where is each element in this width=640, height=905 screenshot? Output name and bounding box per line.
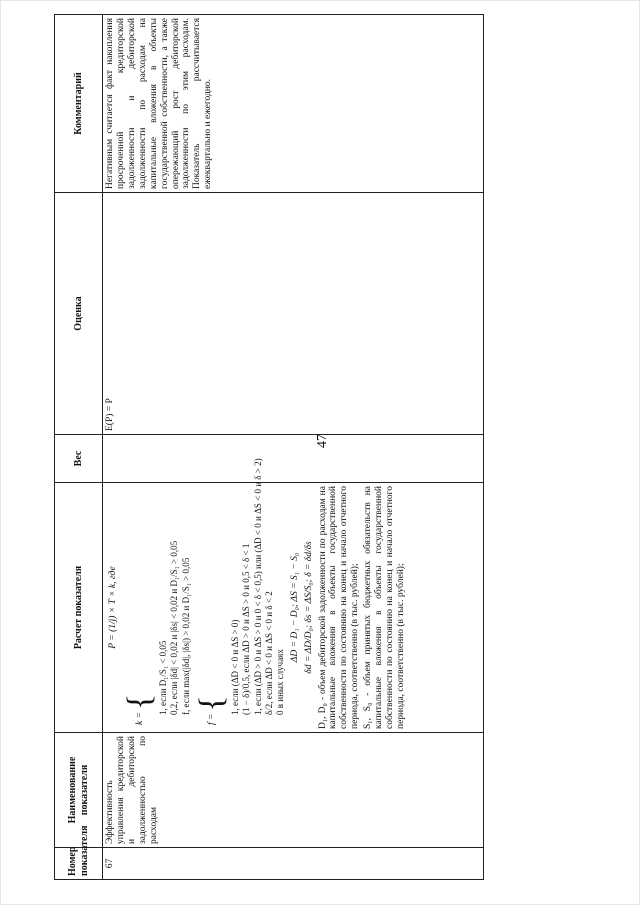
cell-name: Эффективность управления кредиторской и дебиторской задолженностью по расходам [103,733,484,848]
cell-num: 67 [103,848,484,880]
header-name: Наименование показателя [55,733,103,848]
cell-calc [103,458,484,733]
formula-p: P = (1/j) × T × k, где [108,566,118,649]
header-comment: Комментарий [55,15,103,193]
definition-s: S₁, S₀ - объем принятых бюджетных обязательств на капитальные вложения в объекты государственной собственности по состоянию на конец и начало отчетного периода, соответственно (в тыс. рублей); [363,486,406,729]
f-case-2: (1 − δ)/0,5, если ΔD > 0 и ΔS > 0 и 0,5 < δ < 1 [241,543,252,715]
cell-weight [103,435,484,483]
header-weight: Вес [55,435,103,483]
f-case-5: 0 в иных случаях [275,649,286,715]
header-num: Номер показателя [55,848,103,880]
delta-line: ΔD = D₁ − D₀; ΔS = S₁ − S₀ [289,552,300,663]
k-label: k = [135,711,146,725]
brace-icon: { [192,695,230,712]
table-row [103,15,484,880]
k-case-1: 1, если D₁/S₁ < 0,05 [157,640,168,715]
k-case-2: 0,2, если |δd| < 0,02 и |δs| < 0,02 и D₁/S₁ > 0,05 [169,540,180,715]
cell-comment: Негативным считается факт накопления просроченной кредиторской задолженности и дебиторской задолженности по расходам на капитальные вложения в объекты государственной собственности, а также опережающий рост дебиторской задолженности по этим расходам. Показатель рассчитывается ежеквартально и ежегодно. [103,15,484,193]
f-case-3: 1, если (ΔD > 0 и ΔS > 0 и 0 < δ < 0,5) или (ΔD < 0 и ΔS < 0 и δ > 2) [252,458,263,715]
f-case-4: δ/2, если ΔD < 0 и ΔS < 0 и δ < 2 [263,591,274,715]
header-calc: Расчет показателя [55,483,103,733]
ratio-line: δd = ΔD/D₀; δs = ΔS/S₀; δ = δd/δs [303,541,314,674]
page-number: 47 [315,434,330,448]
definition-d: D₁, D₀ - объем дебиторской задолженности по расходам на капитальные вложения в объекты государственной собственности по состоянию на конец и начало отчетного периода, соответственно (в тыс. рублей); [317,486,361,729]
indicator-table [54,14,484,880]
cell-estimate: E(P) = P [103,193,484,435]
table-header-row [55,15,103,880]
brace-icon: { [120,693,158,710]
header-estimate: Оценка [55,193,103,435]
rotated-table-container [54,15,484,880]
k-cases [120,486,191,725]
f-cases [192,458,286,725]
f-case-1: 1, если (ΔD < 0 и ΔS > 0) [229,619,240,715]
f-label: f = [207,713,218,725]
k-case-3: f, если max(|δd|, |δs|) > 0,02 и D₁/S₁ > 0,05 [180,557,191,715]
